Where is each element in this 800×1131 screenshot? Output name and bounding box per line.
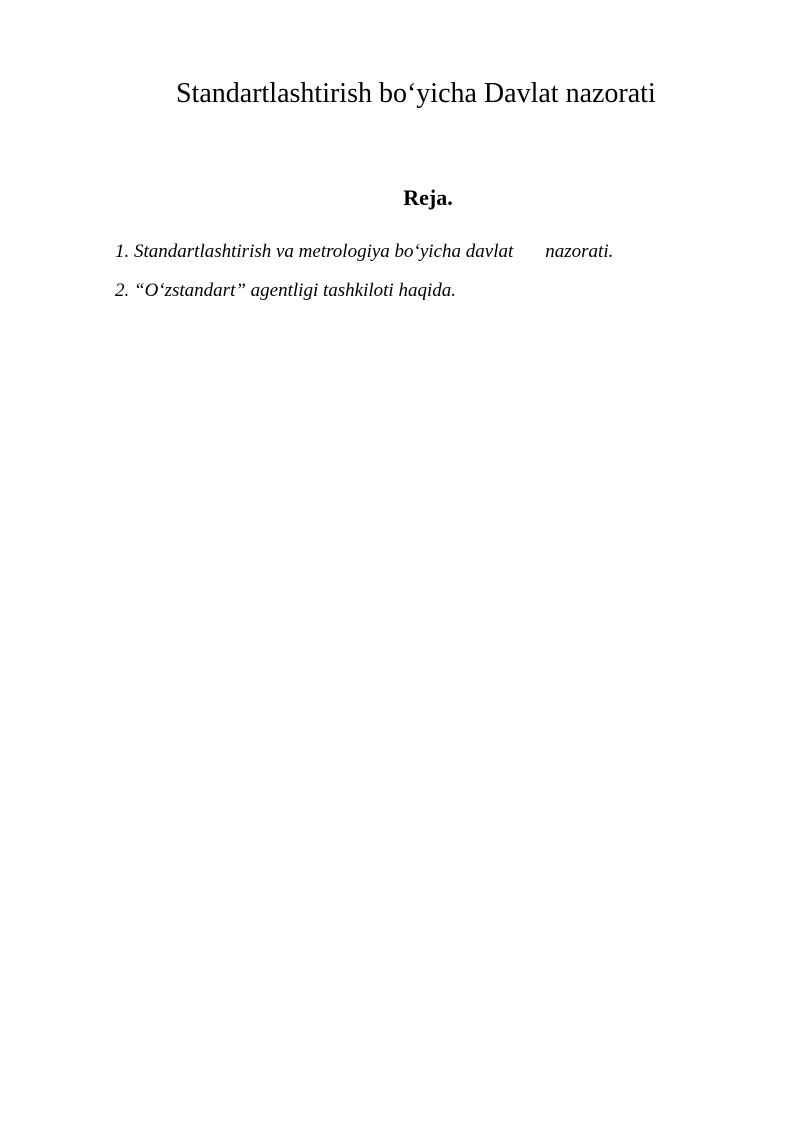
plan-item-2: [115, 279, 456, 303]
plan-item-1-text-part1: Standartlashtirish va metrologiya bo‘yicha davlat: [134, 241, 514, 262]
document-title: Standartlashtirish bo‘yicha Davlat nazorati: [176, 78, 656, 109]
plan-item-1-number: 1.: [115, 241, 130, 262]
plan-item-1: [115, 240, 613, 264]
plan-heading: Reja.: [403, 185, 453, 210]
plan-item-2-text: “O‘zstandart” agentligi tashkiloti haqida.: [134, 280, 456, 301]
plan-item-2-number: 2.: [115, 280, 130, 301]
plan-item-1-text-part2: nazorati.: [545, 241, 614, 262]
